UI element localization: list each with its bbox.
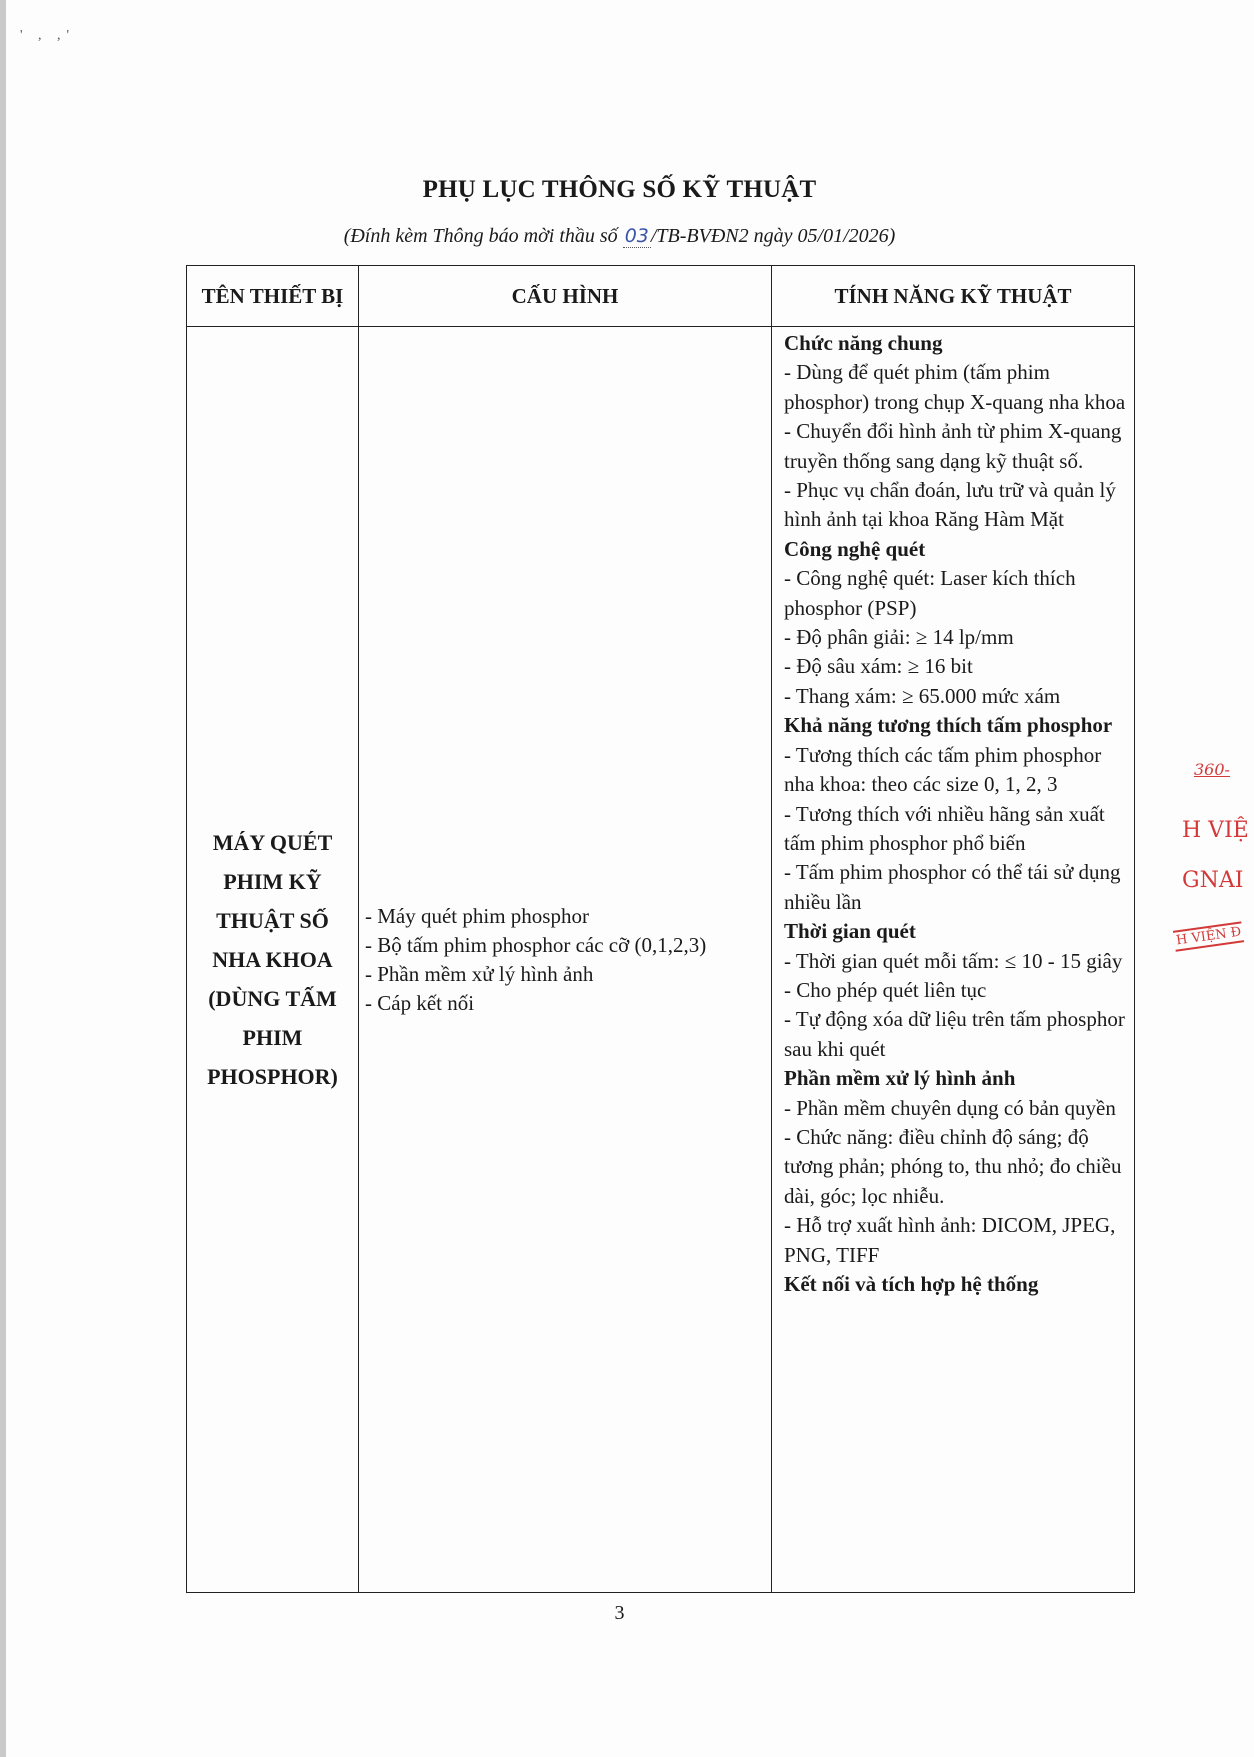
feature-item: - Chuyển đổi hình ảnh từ phim X-quang truyền thống sang dạng kỹ thuật số.: [784, 419, 1122, 473]
table-header-row: [187, 266, 1135, 327]
feature-item: - Tương thích với nhiều hãng sản xuất tấm phim phosphor phổ biến: [784, 801, 1105, 855]
features-cell: [772, 327, 1135, 1593]
feature-item: - Công nghệ quét: Laser kích thích phosphor (PSP): [784, 566, 1076, 620]
feature-item: - Độ sâu xám: ≥ 16 bit: [784, 654, 973, 679]
feature-item: - Thời gian quét mỗi tấm: ≤ 10 - 15 giây: [784, 948, 1123, 973]
feature-item: - Chức năng: điều chỉnh độ sáng; độ tương phản; phóng to, thu nhỏ; đo chiều dài, góc; lọc nhiễu.: [784, 1124, 1122, 1208]
feature-item: - Tự động xóa dữ liệu trên tấm phosphor sau khi quét: [784, 1007, 1125, 1061]
device-name-line: MÁY QUÉT: [212, 830, 333, 855]
feature-section-heading: Công nghệ quét: [784, 536, 926, 561]
page-subtitle: [0, 225, 1239, 248]
feature-section-heading: Phần mềm xử lý hình ảnh: [784, 1066, 1016, 1091]
config-item: - Máy quét phim phosphor: [365, 903, 589, 928]
config-item: - Bộ tấm phim phosphor các cỡ (0,1,2,3): [365, 932, 707, 957]
stamp-text: H VIỆN Đ: [1173, 921, 1245, 951]
subtitle-suffix: /TB-BVĐN2 ngày 05/01/2026): [650, 225, 896, 247]
feature-item: - Dùng để quét phim (tấm phim phosphor) trong chụp X-quang nha khoa: [784, 360, 1126, 414]
feature-item: - Phần mềm chuyên dụng có bản quyền: [784, 1095, 1116, 1120]
device-name-line: PHIM KỸ: [223, 869, 322, 894]
device-name-line: THUẬT SỐ: [216, 908, 329, 933]
feature-section-heading: Chức năng chung: [784, 331, 943, 355]
config-item: - Cáp kết nối: [365, 990, 475, 1015]
feature-section-heading: Kết nối và tích hợp hệ thống: [784, 1272, 1039, 1296]
feature-item: - Cho phép quét liên tục: [784, 977, 987, 1002]
device-name-cell: [187, 327, 359, 1593]
feature-item: - Tấm phim phosphor có thể tái sử dụng nhiều lần: [784, 860, 1121, 914]
config-cell: [359, 327, 772, 1593]
feature-item: - Thang xám: ≥ 65.000 mức xám: [784, 683, 1061, 708]
scan-edge: [0, 0, 6, 1757]
device-name-line: PHOSPHOR): [207, 1064, 338, 1089]
red-stamp: [1174, 740, 1254, 980]
feature-item: - Độ phân giải: ≥ 14 lp/mm: [784, 625, 1014, 650]
scan-artifact: ' , ,': [20, 28, 76, 43]
feature-item: - Phục vụ chẩn đoán, lưu trữ và quản lý hình ảnh tại khoa Răng Hàm Mặt: [784, 478, 1116, 532]
page-number: 3: [614, 1602, 625, 1624]
notice-number: 03: [624, 225, 649, 247]
stamp-text: 360-: [1194, 760, 1230, 779]
column-header-device-name: TÊN THIẾT BỊ: [187, 266, 359, 327]
device-name-line: (DÙNG TẤM: [208, 986, 337, 1011]
stamp-text: H VIỆ: [1182, 818, 1249, 843]
feature-item: - Tương thích các tấm phim phosphor nha khoa: theo các size 0, 1, 2, 3: [784, 742, 1102, 797]
config-item: - Phần mềm xử lý hình ảnh: [365, 961, 594, 986]
spec-table: [186, 265, 1135, 1593]
device-name-line: PHIM: [242, 1025, 303, 1050]
table-row: [187, 327, 1135, 1593]
feature-section-heading: Thời gian quét: [784, 919, 916, 944]
subtitle-prefix: (Đính kèm Thông báo mời thầu số: [343, 225, 623, 247]
column-header-config: CẤU HÌNH: [359, 266, 772, 327]
stamp-text: GNAI: [1182, 868, 1244, 893]
feature-item: - Hỗ trợ xuất hình ảnh: DICOM, JPEG, PNG, TIFF: [784, 1213, 1116, 1267]
feature-section-heading: Khả năng tương thích tấm phosphor: [784, 713, 1113, 738]
device-name-line: NHA KHOA: [212, 947, 333, 972]
column-header-features: TÍNH NĂNG KỸ THUẬT: [772, 266, 1135, 327]
page-title: PHỤ LỤC THÔNG SỐ KỸ THUẬT: [422, 176, 817, 203]
